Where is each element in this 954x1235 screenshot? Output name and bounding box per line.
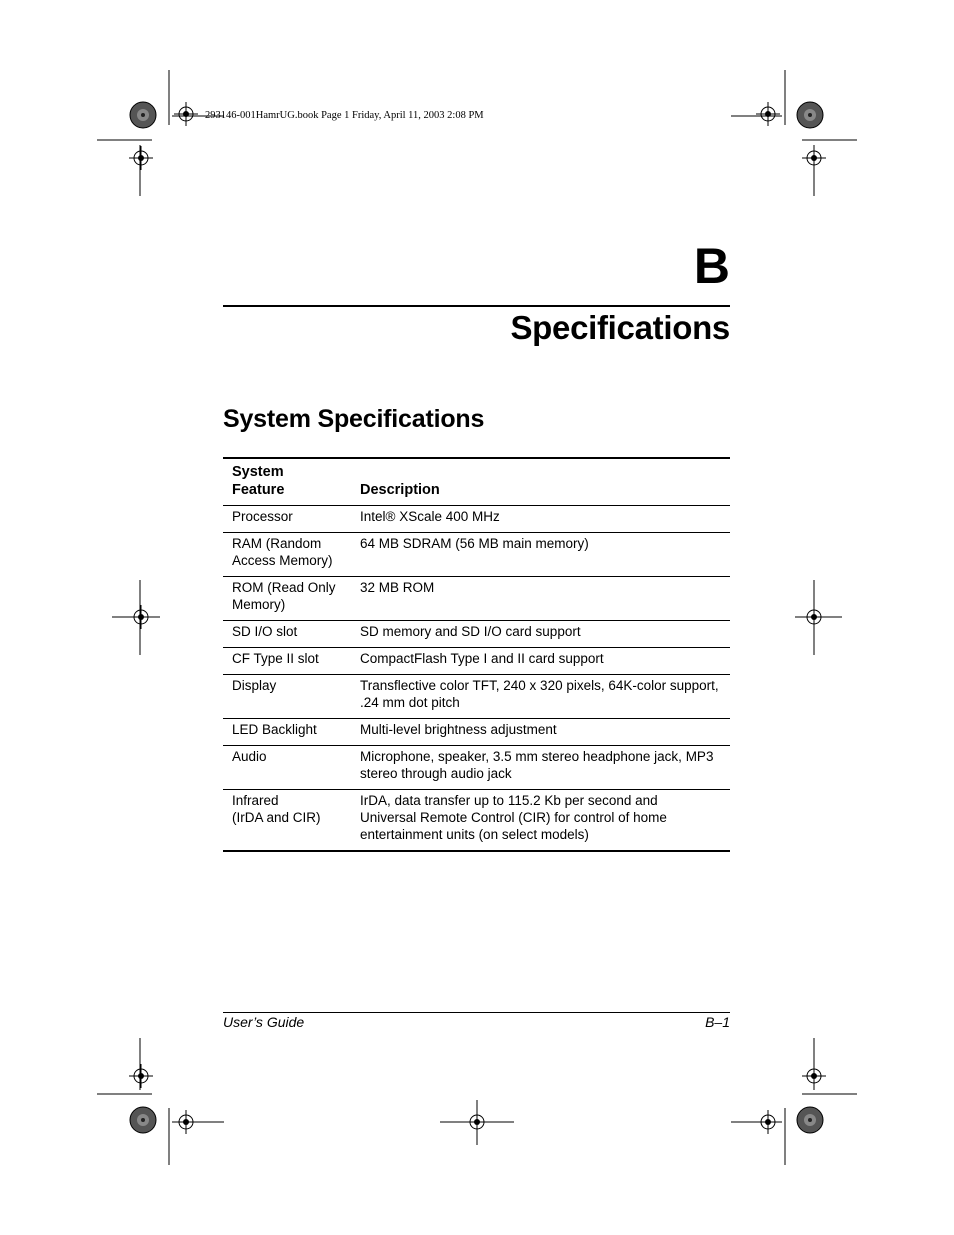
header-system-feature: System Feature xyxy=(232,464,285,498)
table-row xyxy=(223,746,730,790)
chapter-letter: B xyxy=(693,238,730,294)
table-row xyxy=(223,506,730,533)
table-header-row xyxy=(223,458,730,506)
print-slug: 293146-001HamrUG.book Page 1 Friday, April 11, 2003 2:08 PM xyxy=(205,110,484,121)
description-cell: 32 MB ROM xyxy=(360,580,435,595)
section-title: System Specifications xyxy=(223,405,485,433)
description-cell: SD memory and SD I/O card support xyxy=(360,624,581,639)
feature-cell: LED Backlight xyxy=(232,722,317,737)
feature-cell: CF Type II slot xyxy=(232,651,319,666)
page-number: B–1 xyxy=(705,1014,730,1030)
description-cell: Transflective color TFT, 240 x 320 pixels, 64K-color support, .24 mm dot pitch xyxy=(360,678,719,710)
feature-cell: Audio xyxy=(232,749,267,764)
description-cell: CompactFlash Type I and II card support xyxy=(360,651,604,666)
feature-cell: ROM (Read Only Memory) xyxy=(232,580,336,612)
description-cell: Intel® XScale 400 MHz xyxy=(360,509,500,524)
table-row xyxy=(223,577,730,621)
table-row xyxy=(223,675,730,719)
feature-cell: Display xyxy=(232,678,277,693)
description-cell: Multi-level brightness adjustment xyxy=(360,722,557,737)
table-row xyxy=(223,648,730,675)
description-cell: IrDA, data transfer up to 115.2 Kb per second and Universal Remote Control (CIR) for control of home entertainment units (on select models) xyxy=(360,793,667,842)
feature-cell: Processor xyxy=(232,509,293,524)
feature-cell: SD I/O slot xyxy=(232,624,298,639)
footer-guide-title: User’s Guide xyxy=(223,1014,305,1030)
feature-cell: RAM (Random Access Memory) xyxy=(232,536,333,568)
table-row xyxy=(223,790,730,852)
description-cell: Microphone, speaker, 3.5 mm stereo headphone jack, MP3 stereo through audio jack xyxy=(360,749,714,781)
table-body xyxy=(223,506,730,852)
table-row xyxy=(223,621,730,648)
table-row xyxy=(223,533,730,577)
specifications-table xyxy=(223,457,730,852)
table-row xyxy=(223,719,730,746)
header-description: Description xyxy=(360,482,440,498)
feature-cell: Infrared (IrDA and CIR) xyxy=(232,793,321,825)
description-cell: 64 MB SDRAM (56 MB main memory) xyxy=(360,536,589,551)
chapter-title: Specifications xyxy=(510,309,730,346)
